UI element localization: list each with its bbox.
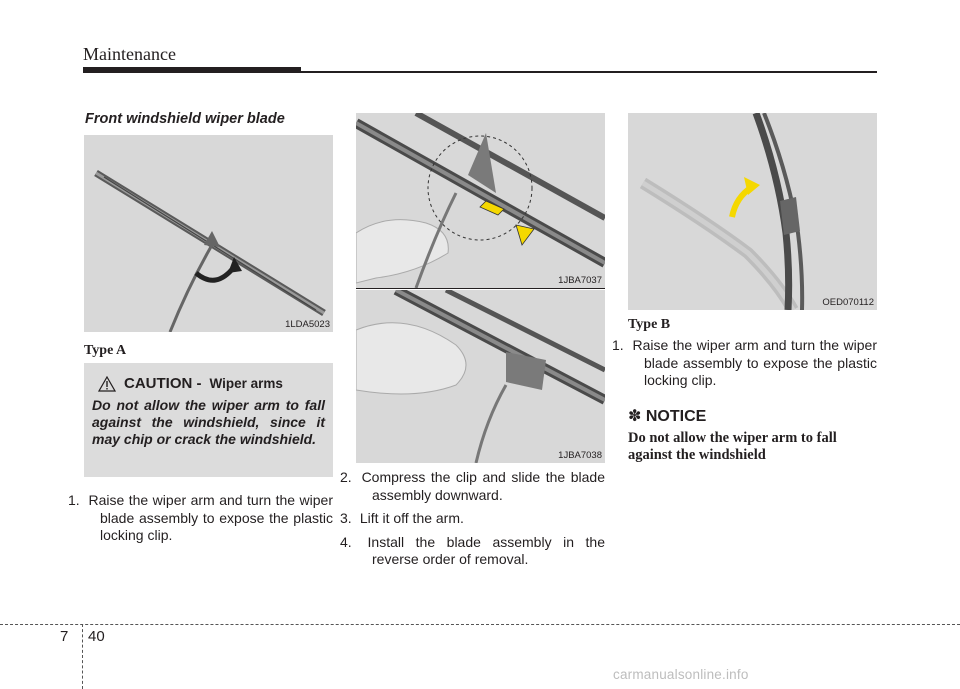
step-list: [340, 469, 606, 569]
figure-code: 1JBA7037: [558, 275, 602, 286]
notice-icon: ✽: [628, 408, 642, 425]
caution-title: CAUTION -: [124, 375, 202, 392]
clip-compress-illustration: [356, 113, 605, 288]
step-text: Raise the wiper arm and turn the wiper blade assembly to expose the plastic locking clip.: [88, 492, 334, 543]
caution-box: [84, 363, 333, 477]
notice-heading: [628, 406, 706, 426]
figure-wiper-type-b: [628, 113, 877, 310]
notice-text: Do not allow the wiper arm to fall against the windshield: [628, 430, 837, 463]
notice-title: NOTICE: [645, 408, 707, 425]
watermark: carmanualsonline.info: [613, 667, 749, 682]
chapter-number: 7: [60, 628, 69, 645]
caution-heading: [98, 375, 325, 392]
figure-code: 1LDA5023: [285, 319, 330, 330]
footer-rule: [0, 624, 960, 625]
caution-subtitle: Wiper arms: [209, 376, 283, 391]
step-item: 1. Raise the wiper arm and turn the wiper blade assembly to expose the plastic locking clip.: [68, 492, 334, 543]
type-a-label: Type A: [84, 343, 127, 358]
step-item: 1. Raise the wiper arm and turn the wiper blade assembly to expose the plastic locking clip.: [612, 337, 878, 388]
figure-clip-detail: [356, 113, 605, 288]
figure-divider: [356, 288, 605, 289]
step-item: 3. Lift it off the arm.: [340, 510, 464, 526]
type-b-label: Type B: [628, 317, 671, 332]
step-text: Install the blade assembly in the reverse order of removal.: [367, 533, 606, 567]
header-rule-thick: [83, 67, 301, 73]
step-item: 4. Install the blade assembly in the reverse order of removal.: [340, 533, 606, 567]
step-text: Compress the clip and slide the blade assembly downward.: [361, 469, 606, 503]
warning-triangle-icon: [98, 376, 116, 392]
page-number: 40: [88, 628, 105, 645]
wiper-type-b-illustration: [628, 113, 877, 310]
step-item: 2. Compress the clip and slide the blade assembly downward.: [340, 469, 606, 503]
wiper-blade-illustration: [84, 135, 333, 332]
figure-code: OED070112: [822, 297, 874, 308]
step-text: Lift it off the arm.: [359, 510, 464, 526]
footer-divider: [82, 624, 83, 689]
step-text: Raise the wiper arm and turn the wiper blade assembly to expose the plastic locking clip.: [632, 337, 878, 388]
figure-lift-off: [356, 290, 605, 463]
header-rule: [300, 71, 877, 73]
lift-blade-illustration: [356, 290, 605, 463]
figure-code: 1JBA7038: [558, 450, 602, 461]
caution-text: Do not allow the wiper arm to fall against the windshield, since it may chip or crack the windshield.: [92, 397, 325, 447]
page-header-title: Maintenance: [83, 44, 176, 64]
section-heading: Front windshield wiper blade: [85, 111, 285, 127]
figure-wiper-type-a: [84, 135, 333, 332]
